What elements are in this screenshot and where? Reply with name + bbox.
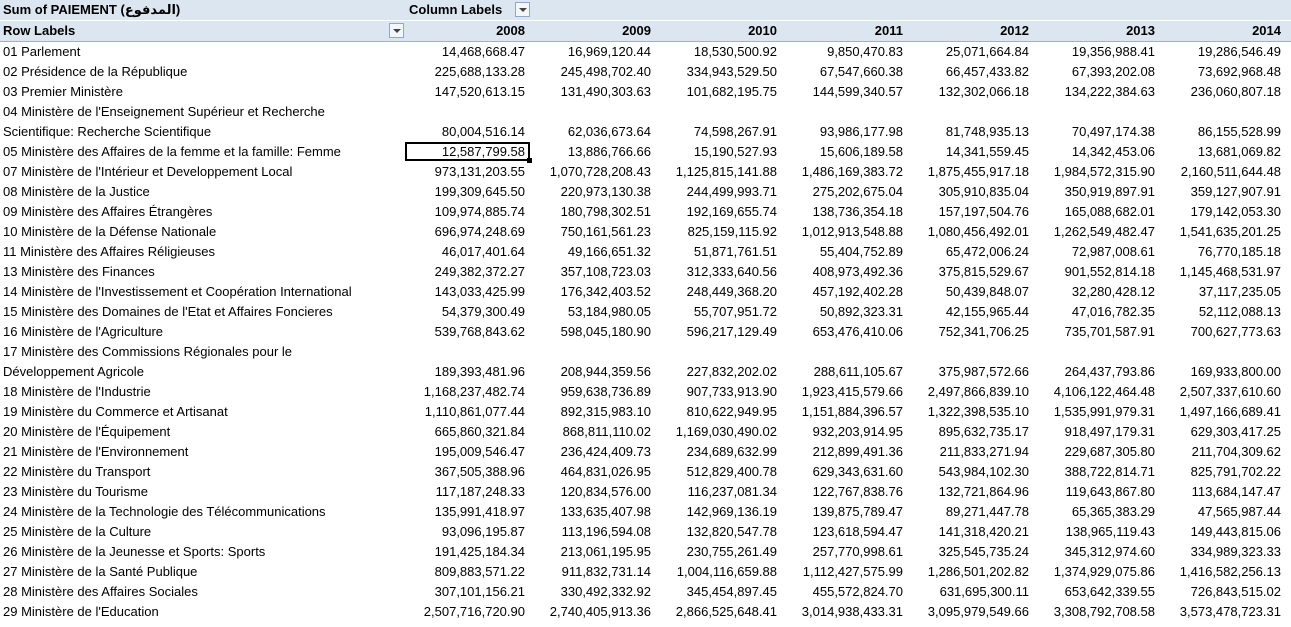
value-cell[interactable]: 700,627,773.63 <box>1190 324 1281 339</box>
table-row <box>0 482 1291 502</box>
table-row <box>0 102 1291 122</box>
value-cell[interactable]: 139,875,789.47 <box>812 504 903 519</box>
row-label[interactable]: 25 Ministère de la Culture <box>3 524 152 539</box>
value-cell[interactable]: 367,505,388.96 <box>434 464 525 479</box>
value-cell[interactable]: 4,106,122,464.48 <box>1053 384 1155 399</box>
value-cell[interactable]: 696,974,248.69 <box>434 224 525 239</box>
row-labels-header[interactable]: Row Labels <box>3 23 76 38</box>
value-cell[interactable]: 229,687,305.80 <box>1064 444 1155 459</box>
value-cell[interactable]: 1,984,572,315.90 <box>1053 164 1155 179</box>
value-cell[interactable]: 726,843,515.02 <box>1190 584 1281 599</box>
value-cell[interactable]: 2,497,866,839.10 <box>927 384 1029 399</box>
value-cell[interactable]: 1,286,501,202.82 <box>927 564 1029 579</box>
value-cell[interactable]: 9,850,470.83 <box>827 44 903 59</box>
value-cell[interactable]: 973,131,203.55 <box>434 164 525 179</box>
value-cell[interactable]: 249,382,372.27 <box>434 264 525 279</box>
value-cell[interactable]: 208,944,359.56 <box>560 364 651 379</box>
value-cell[interactable]: 1,112,427,575.99 <box>802 564 903 579</box>
row-label[interactable]: 26 Ministère de la Jeunesse et Sports: Sports <box>3 544 266 559</box>
value-cell[interactable]: 179,142,053.30 <box>1190 204 1281 219</box>
value-cell[interactable]: 350,919,897.91 <box>1064 184 1155 199</box>
value-cell[interactable]: 122,767,838.76 <box>812 484 903 499</box>
value-cell[interactable]: 2,160,511,644.48 <box>1180 164 1281 179</box>
table-row <box>0 562 1291 582</box>
value-cell[interactable]: 42,155,965.44 <box>945 304 1029 319</box>
table-row <box>0 182 1291 202</box>
value-cell[interactable]: 752,341,706.25 <box>938 324 1029 339</box>
value-cell[interactable]: 50,439,848.07 <box>945 284 1029 299</box>
value-cell[interactable]: 211,833,271.94 <box>939 444 1029 459</box>
value-cell[interactable]: 53,184,980.05 <box>567 304 651 319</box>
value-cell[interactable]: 47,016,782.35 <box>1071 304 1155 319</box>
value-cell[interactable]: 157,197,504.76 <box>938 204 1029 219</box>
row-label[interactable]: 24 Ministère de la Technologie des Télécommunications <box>3 504 326 519</box>
value-cell[interactable]: 189,393,481.96 <box>434 364 525 379</box>
row-label[interactable]: 05 Ministère des Affaires de la femme et la famille: Femme <box>3 144 341 159</box>
row-label[interactable]: 18 Ministère de l'Industrie <box>3 384 151 399</box>
row-label[interactable]: 07 Ministère de l'Intérieur et Developpement Local <box>3 164 293 179</box>
value-cell[interactable]: 132,820,547.78 <box>686 524 777 539</box>
value-cell[interactable]: 245,498,702.40 <box>560 64 651 79</box>
value-cell[interactable]: 47,565,987.44 <box>1197 504 1281 519</box>
value-cell[interactable]: 901,552,814.18 <box>1064 264 1155 279</box>
value-cell[interactable]: 455,572,824.70 <box>812 584 903 599</box>
value-cell[interactable]: 220,973,130.38 <box>560 184 651 199</box>
value-cell[interactable]: 345,454,897.45 <box>686 584 777 599</box>
value-cell[interactable]: 212,899,491.36 <box>812 444 903 459</box>
year-header-2010[interactable]: 2010 <box>748 23 777 38</box>
row-label[interactable]: 20 Ministère de l'Équipement <box>3 424 171 439</box>
value-cell[interactable]: 147,520,613.15 <box>434 84 525 99</box>
value-cell[interactable]: 539,768,843.62 <box>434 324 525 339</box>
value-cell[interactable]: 138,736,354.18 <box>812 204 903 219</box>
value-cell[interactable]: 76,770,185.18 <box>1197 244 1281 259</box>
table-row <box>0 582 1291 602</box>
value-cell[interactable]: 334,989,323.33 <box>1190 544 1281 559</box>
value-cell[interactable] <box>527 342 653 362</box>
table-row <box>0 142 1291 162</box>
value-cell[interactable]: 176,342,403.52 <box>560 284 651 299</box>
value-cell[interactable]: 264,437,793.86 <box>1064 364 1155 379</box>
value-cell[interactable]: 1,416,582,256.13 <box>1179 564 1281 579</box>
value-cell[interactable]: 810,622,949.95 <box>686 404 777 419</box>
value-cell[interactable]: 19,286,546.49 <box>1197 44 1281 59</box>
value-cell[interactable]: 14,342,453.06 <box>1071 144 1155 159</box>
value-cell[interactable]: 1,110,861,077.44 <box>424 404 525 419</box>
value-cell[interactable]: 211,704,309.62 <box>1191 444 1281 459</box>
table-row <box>0 122 1291 142</box>
value-cell[interactable]: 12,587,799.58 <box>441 144 525 159</box>
value-cell[interactable]: 244,499,993.71 <box>686 184 777 199</box>
value-cell[interactable]: 543,984,102.30 <box>938 464 1029 479</box>
table-row <box>0 82 1291 102</box>
value-cell[interactable]: 142,969,136.19 <box>686 504 777 519</box>
year-header-2012[interactable]: 2012 <box>1000 23 1029 38</box>
value-cell[interactable]: 464,831,026.95 <box>560 464 651 479</box>
value-cell[interactable]: 325,545,735.24 <box>938 544 1029 559</box>
row-label[interactable]: 22 Ministère du Transport <box>3 464 151 479</box>
value-cell[interactable]: 81,748,935.13 <box>945 124 1029 139</box>
value-cell[interactable]: 1,262,549,482.47 <box>1053 224 1155 239</box>
value-cell[interactable]: 735,701,587.91 <box>1064 324 1155 339</box>
value-cell[interactable]: 117,187,248.33 <box>435 484 525 499</box>
value-cell[interactable]: 1,486,169,383.72 <box>801 164 903 179</box>
year-header-2011[interactable]: 2011 <box>874 23 903 38</box>
value-cell[interactable]: 15,190,527.93 <box>693 144 777 159</box>
value-cell[interactable]: 305,910,835.04 <box>938 184 1029 199</box>
value-cell[interactable]: 234,689,632.99 <box>686 444 777 459</box>
value-cell[interactable]: 2,507,337,610.60 <box>1179 384 1281 399</box>
value-cell[interactable]: 132,721,864.96 <box>938 484 1029 499</box>
column-labels-dropdown-icon[interactable] <box>515 2 530 17</box>
value-cell[interactable]: 55,707,951.72 <box>693 304 777 319</box>
value-cell[interactable]: 67,547,660.38 <box>819 64 903 79</box>
value-cell[interactable]: 3,095,979,549.66 <box>927 604 1029 619</box>
value-cell[interactable]: 72,987,008.61 <box>1071 244 1155 259</box>
value-cell[interactable]: 1,145,468,531.97 <box>1179 264 1281 279</box>
value-cell[interactable]: 357,108,723.03 <box>560 264 651 279</box>
value-cell[interactable]: 312,333,640.56 <box>686 264 777 279</box>
pivot-header-row <box>0 0 1291 20</box>
value-cell[interactable]: 334,943,529.50 <box>686 64 777 79</box>
value-cell[interactable]: 16,969,120.44 <box>567 44 651 59</box>
value-cell[interactable] <box>527 102 653 122</box>
table-row <box>0 382 1291 402</box>
column-labels-header[interactable]: Column Labels <box>409 2 503 17</box>
table-row <box>0 442 1291 462</box>
value-cell[interactable]: 134,222,384.63 <box>1064 84 1155 99</box>
row-label[interactable]: 28 Ministère des Affaires Sociales <box>3 584 198 599</box>
table-row <box>0 282 1291 302</box>
value-cell[interactable]: 1,004,116,659.88 <box>676 564 777 579</box>
table-row <box>0 342 1291 362</box>
value-cell[interactable]: 70,497,174.38 <box>1071 124 1155 139</box>
table-row <box>0 422 1291 442</box>
value-cell[interactable] <box>1031 102 1157 122</box>
value-cell[interactable]: 512,829,400.78 <box>686 464 777 479</box>
value-cell[interactable]: 907,733,913.90 <box>686 384 777 399</box>
value-cell[interactable]: 375,815,529.67 <box>938 264 1029 279</box>
value-cell[interactable]: 1,012,913,548.88 <box>801 224 903 239</box>
value-cell[interactable]: 653,642,339.55 <box>1064 584 1155 599</box>
value-cell[interactable]: 1,497,166,689.41 <box>1179 404 1281 419</box>
value-cell[interactable]: 275,202,675.04 <box>812 184 903 199</box>
value-cell[interactable]: 653,476,410.06 <box>812 324 903 339</box>
value-cell[interactable]: 257,770,998.61 <box>812 544 903 559</box>
year-header-2014[interactable]: 2014 <box>1252 23 1281 38</box>
value-cell[interactable]: 54,379,300.49 <box>441 304 525 319</box>
table-row <box>0 62 1291 82</box>
value-cell[interactable]: 227,832,202.02 <box>686 364 777 379</box>
value-cell[interactable]: 629,303,417.25 <box>1190 424 1281 439</box>
value-cell[interactable]: 1,070,728,208.43 <box>549 164 651 179</box>
value-cell[interactable]: 330,492,332.92 <box>560 584 651 599</box>
table-row <box>0 242 1291 262</box>
value-cell[interactable] <box>905 342 1031 362</box>
value-cell[interactable]: 93,986,177.98 <box>819 124 903 139</box>
value-cell[interactable] <box>653 342 779 362</box>
value-cell[interactable]: 14,468,668.47 <box>441 44 525 59</box>
value-cell[interactable]: 230,755,261.49 <box>686 544 777 559</box>
value-cell[interactable]: 133,635,407.98 <box>560 504 651 519</box>
row-label[interactable]: 03 Premier Ministère <box>3 84 123 99</box>
table-row <box>0 602 1291 622</box>
row-label[interactable]: 21 Ministère de l'Environnement <box>3 444 189 459</box>
value-cell[interactable]: 918,497,179.31 <box>1064 424 1155 439</box>
value-cell[interactable]: 868,811,110.02 <box>562 424 651 439</box>
value-cell[interactable]: 3,014,938,433.31 <box>801 604 903 619</box>
value-cell[interactable]: 1,322,398,535.10 <box>927 404 1029 419</box>
value-cell[interactable]: 408,973,492.36 <box>812 264 903 279</box>
value-cell[interactable]: 288,611,105.67 <box>813 364 903 379</box>
value-cell[interactable]: 1,169,030,490.02 <box>675 424 777 439</box>
value-cell[interactable] <box>400 102 527 122</box>
row-label[interactable]: 08 Ministère de la Justice <box>3 184 150 199</box>
table-row <box>0 302 1291 322</box>
value-cell[interactable]: 141,318,420.21 <box>938 524 1029 539</box>
value-field-label[interactable]: Sum of PAIEMENT (المدفوع) <box>3 2 181 17</box>
value-cell[interactable]: 629,343,631.60 <box>812 464 903 479</box>
year-header-2009[interactable]: 2009 <box>622 23 651 38</box>
table-row <box>0 162 1291 182</box>
value-cell[interactable] <box>653 102 779 122</box>
value-cell[interactable]: 825,159,115.92 <box>687 224 777 239</box>
value-cell[interactable]: 911,832,731.14 <box>561 564 651 579</box>
table-row <box>0 542 1291 562</box>
value-cell[interactable]: 169,933,800.00 <box>1190 364 1281 379</box>
value-cell[interactable]: 3,308,792,708.58 <box>1053 604 1155 619</box>
row-label[interactable]: 29 Ministère de l'Education <box>3 604 159 619</box>
value-cell[interactable] <box>905 102 1031 122</box>
value-cell[interactable]: 65,472,006.24 <box>945 244 1029 259</box>
value-cell[interactable] <box>1157 342 1283 362</box>
row-label[interactable]: 19 Ministère du Commerce et Artisanat <box>3 404 228 419</box>
value-cell[interactable]: 19,356,988.41 <box>1071 44 1155 59</box>
value-cell[interactable]: 32,280,428.12 <box>1071 284 1155 299</box>
value-cell[interactable]: 199,309,645.50 <box>434 184 525 199</box>
value-cell[interactable]: 825,791,702.22 <box>1190 464 1281 479</box>
value-cell[interactable]: 120,834,576.00 <box>560 484 651 499</box>
value-cell[interactable]: 596,217,129.49 <box>686 324 777 339</box>
table-row <box>0 322 1291 342</box>
value-cell[interactable]: 52,112,088.13 <box>1198 304 1281 319</box>
value-cell[interactable]: 13,681,069.82 <box>1197 144 1281 159</box>
value-cell[interactable]: 116,237,081.34 <box>687 484 777 499</box>
value-cell[interactable]: 144,599,340.57 <box>812 84 903 99</box>
value-cell[interactable]: 25,071,664.84 <box>945 44 1029 59</box>
value-cell[interactable]: 345,312,974.60 <box>1064 544 1155 559</box>
value-cell[interactable]: 1,125,815,141.88 <box>675 164 777 179</box>
value-cell[interactable]: 165,088,682.01 <box>1064 204 1155 219</box>
value-cell[interactable]: 37,117,235.05 <box>1198 284 1281 299</box>
value-cell[interactable]: 13,886,766.66 <box>567 144 651 159</box>
value-cell[interactable]: 236,060,807.18 <box>1190 84 1281 99</box>
value-cell[interactable]: 213,061,195.95 <box>560 544 651 559</box>
value-cell[interactable]: 74,598,267.91 <box>693 124 777 139</box>
value-cell[interactable]: 66,457,433.82 <box>945 64 1029 79</box>
row-label[interactable]: 13 Ministère des Finances <box>3 264 155 279</box>
row-label[interactable]: Scientifique: Recherche Scientifique <box>3 124 212 139</box>
value-cell[interactable]: 93,096,195.87 <box>441 524 525 539</box>
value-cell[interactable]: 62,036,673.64 <box>567 124 651 139</box>
row-label[interactable]: 27 Ministère de la Santé Publique <box>3 564 198 579</box>
value-cell[interactable]: 375,987,572.66 <box>938 364 1029 379</box>
value-cell[interactable]: 3,573,478,723.31 <box>1179 604 1281 619</box>
value-cell[interactable] <box>1157 102 1283 122</box>
table-row <box>0 522 1291 542</box>
table-row <box>0 222 1291 242</box>
value-cell[interactable]: 131,490,303.63 <box>560 84 651 99</box>
value-cell[interactable]: 2,866,525,648.41 <box>675 604 777 619</box>
row-label[interactable]: 11 Ministère des Affaires Réligieuses <box>3 244 215 259</box>
value-cell[interactable]: 132,302,066.18 <box>938 84 1029 99</box>
value-cell[interactable] <box>400 342 527 362</box>
value-cell[interactable]: 113,684,147.47 <box>1191 484 1281 499</box>
table-row <box>0 402 1291 422</box>
row-label[interactable]: 01 Parlement <box>3 44 81 59</box>
value-cell[interactable]: 86,155,528.99 <box>1197 124 1281 139</box>
year-header-row <box>0 21 1291 42</box>
value-cell[interactable]: 1,374,929,075.86 <box>1053 564 1155 579</box>
value-cell[interactable]: 1,168,237,482.74 <box>423 384 525 399</box>
value-cell[interactable]: 236,424,409.73 <box>560 444 651 459</box>
value-cell[interactable]: 248,449,368.20 <box>686 284 777 299</box>
value-cell[interactable] <box>1031 342 1157 362</box>
value-cell[interactable]: 80,004,516.14 <box>441 124 525 139</box>
value-cell[interactable]: 1,151,884,396.57 <box>801 404 903 419</box>
value-cell[interactable]: 1,080,456,492.01 <box>927 224 1029 239</box>
row-label[interactable]: 10 Ministère de la Défense Nationale <box>3 224 217 239</box>
value-cell[interactable]: 1,923,415,579.66 <box>801 384 903 399</box>
table-row <box>0 42 1291 62</box>
value-cell[interactable]: 750,161,561.23 <box>560 224 651 239</box>
value-cell[interactable]: 191,425,184.34 <box>434 544 525 559</box>
value-cell[interactable]: 359,127,907.91 <box>1190 184 1281 199</box>
row-label[interactable]: 23 Ministère du Tourisme <box>3 484 148 499</box>
year-header-2008[interactable]: 2008 <box>496 23 525 38</box>
value-cell[interactable]: 89,271,447.78 <box>945 504 1029 519</box>
table-row <box>0 202 1291 222</box>
row-label[interactable]: 17 Ministère des Commissions Régionales pour le <box>3 344 293 359</box>
value-cell[interactable]: 50,892,323.31 <box>819 304 903 319</box>
value-cell[interactable]: 1,875,455,917.18 <box>927 164 1029 179</box>
value-cell[interactable]: 101,682,195.75 <box>686 84 777 99</box>
value-cell[interactable]: 2,740,405,913.36 <box>549 604 651 619</box>
value-cell[interactable]: 388,722,814.71 <box>1064 464 1155 479</box>
value-cell[interactable] <box>779 342 905 362</box>
row-label[interactable]: 16 Ministère de l'Agriculture <box>3 324 163 339</box>
value-cell[interactable]: 51,871,761.51 <box>693 244 777 259</box>
value-cell[interactable]: 895,632,735.17 <box>938 424 1029 439</box>
row-label[interactable]: Développement Agricole <box>3 364 144 379</box>
value-cell[interactable]: 49,166,651.32 <box>567 244 651 259</box>
row-label[interactable]: 15 Ministère des Domaines de l'Etat et Affaires Foncieres <box>3 304 333 319</box>
value-cell[interactable]: 180,798,302.51 <box>560 204 651 219</box>
value-cell[interactable]: 307,101,156.21 <box>434 584 525 599</box>
value-cell[interactable]: 73,692,968.48 <box>1197 64 1281 79</box>
value-cell[interactable]: 113,196,594.08 <box>561 524 651 539</box>
value-cell[interactable]: 65,365,383.29 <box>1071 504 1155 519</box>
value-cell[interactable]: 665,860,321.84 <box>434 424 525 439</box>
value-cell[interactable]: 631,695,300.11 <box>939 584 1029 599</box>
value-cell[interactable]: 457,192,402.28 <box>812 284 903 299</box>
value-cell[interactable]: 1,535,991,979.31 <box>1053 404 1155 419</box>
row-label[interactable]: 14 Ministère de l'Investissement et Coopération International <box>3 284 352 299</box>
value-cell[interactable]: 1,541,635,201.25 <box>1179 224 1281 239</box>
value-cell[interactable]: 932,203,914.95 <box>812 424 903 439</box>
value-cell[interactable]: 192,169,655.74 <box>686 204 777 219</box>
value-cell[interactable]: 119,643,867.80 <box>1065 484 1155 499</box>
value-cell[interactable]: 143,033,425.99 <box>434 284 525 299</box>
value-cell[interactable]: 225,688,133.28 <box>434 64 525 79</box>
table-row <box>0 462 1291 482</box>
table-row <box>0 262 1291 282</box>
year-header-2013[interactable]: 2013 <box>1126 23 1155 38</box>
value-cell[interactable]: 598,045,180.90 <box>560 324 651 339</box>
table-row <box>0 362 1291 382</box>
value-cell[interactable]: 46,017,401.64 <box>441 244 525 259</box>
value-cell[interactable]: 2,507,716,720.90 <box>423 604 525 619</box>
value-cell[interactable]: 892,315,983.10 <box>560 404 651 419</box>
value-cell[interactable]: 15,606,189.58 <box>819 144 903 159</box>
value-cell[interactable]: 55,404,752.89 <box>819 244 903 259</box>
value-cell[interactable]: 18,530,500.92 <box>693 44 777 59</box>
value-cell[interactable] <box>779 102 905 122</box>
row-label[interactable]: 02 Présidence de la République <box>3 64 188 79</box>
value-cell[interactable]: 14,341,559.45 <box>945 144 1029 159</box>
row-label[interactable]: 04 Ministère de l'Enseignement Supérieur et Recherche <box>3 104 325 119</box>
value-cell[interactable]: 67,393,202.08 <box>1071 64 1155 79</box>
value-cell[interactable]: 123,618,594.47 <box>812 524 903 539</box>
value-cell[interactable]: 149,443,815.06 <box>1190 524 1281 539</box>
value-cell[interactable]: 809,883,571.22 <box>434 564 525 579</box>
table-row <box>0 502 1291 522</box>
row-label[interactable]: 09 Ministère des Affaires Étrangères <box>3 204 213 219</box>
value-cell[interactable]: 135,991,418.97 <box>434 504 525 519</box>
value-cell[interactable]: 959,638,736.89 <box>560 384 651 399</box>
value-cell[interactable]: 109,974,885.74 <box>434 204 525 219</box>
value-cell[interactable]: 138,965,119.43 <box>1065 524 1155 539</box>
value-cell[interactable]: 195,009,546.47 <box>434 444 525 459</box>
